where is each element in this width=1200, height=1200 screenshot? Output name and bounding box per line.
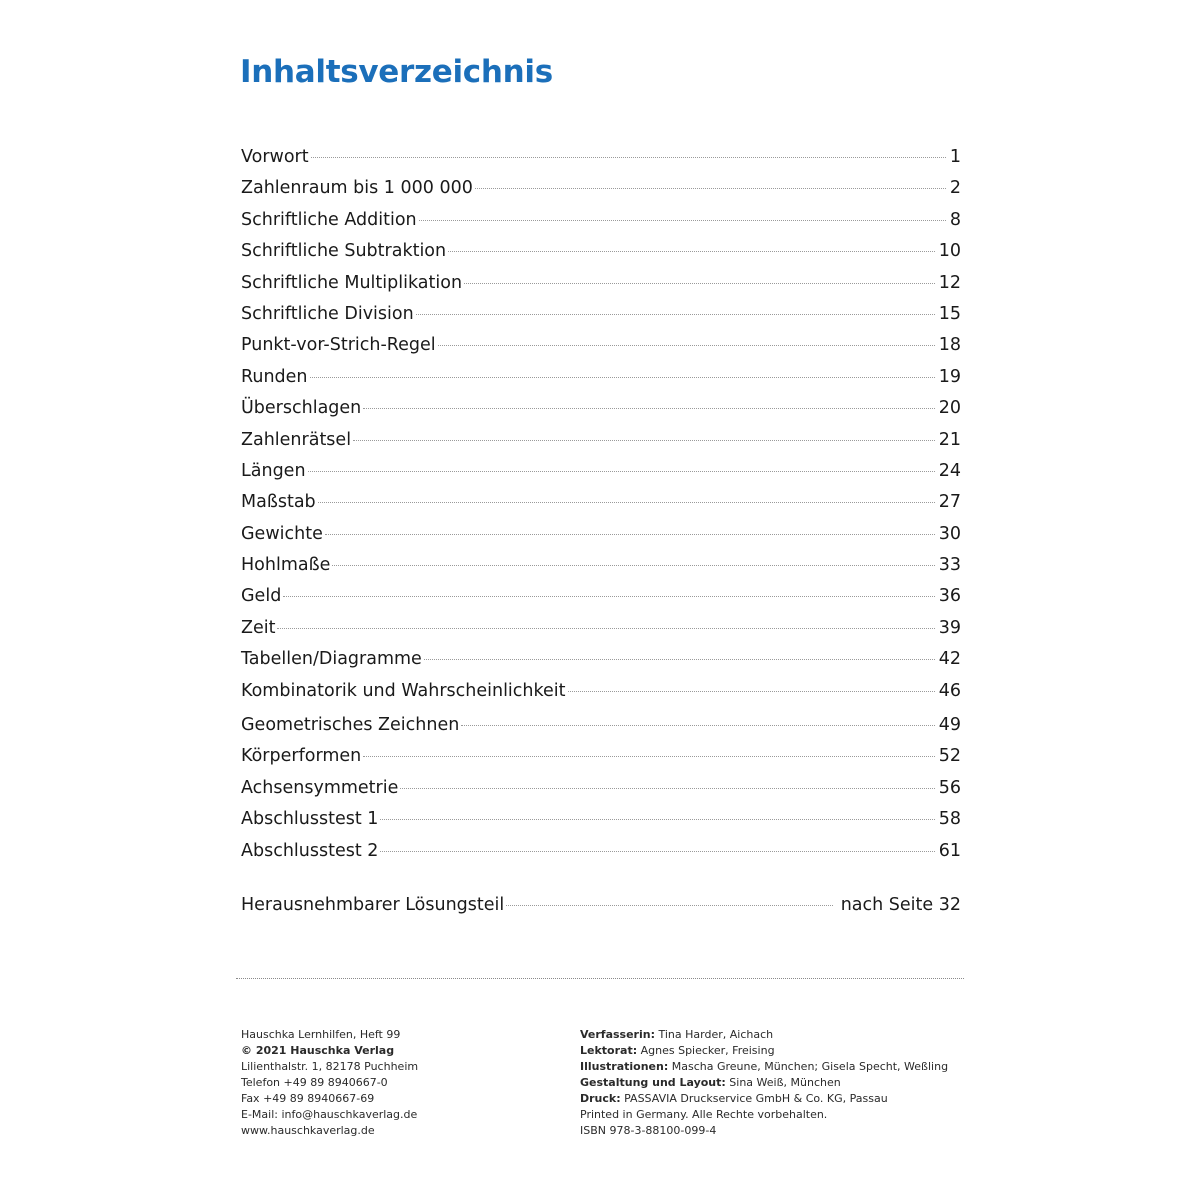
toc-page-number: 18 — [938, 335, 961, 356]
dot-leader — [475, 188, 946, 189]
imprint-line — [580, 1059, 980, 1075]
dot-leader — [380, 851, 934, 852]
toc-page-number: 49 — [938, 715, 961, 736]
toc-label: Schriftliche Addition — [241, 209, 417, 230]
toc-label: Körperformen — [241, 746, 362, 767]
imprint-value: Printed in Germany. Alle Rechte vorbehalten. — [580, 1108, 828, 1121]
toc-row — [241, 676, 961, 707]
table-of-contents — [241, 142, 961, 867]
toc-page-number: 39 — [938, 617, 961, 638]
toc-page-number: 24 — [938, 460, 961, 481]
toc-row — [241, 173, 961, 204]
toc-label: Punkt-vor-Strich-Regel — [241, 335, 436, 356]
imprint-line — [580, 1027, 980, 1043]
imprint-line: E-Mail: info@hauschkaverlag.de — [241, 1108, 418, 1121]
imprint-value: PASSAVIA Druckservice GmbH & Co. KG, Passau — [620, 1092, 888, 1105]
toc-page-number: 58 — [938, 809, 961, 830]
toc-page-number: 8 — [949, 209, 961, 230]
toc-row — [241, 236, 961, 267]
toc-label: Herausnehmbarer Lösungsteil — [241, 895, 505, 915]
toc-page-number: 33 — [938, 555, 961, 576]
toc-page-number: nach Seite 32 — [840, 895, 961, 915]
toc-label: Maßstab — [241, 492, 316, 513]
divider — [236, 978, 964, 979]
imprint-publisher — [241, 1027, 561, 1139]
toc-page-number: 1 — [949, 147, 961, 167]
page-title: Inhaltsverzeichnis — [240, 54, 553, 90]
toc-row — [241, 393, 961, 424]
toc-page-number: 15 — [938, 303, 961, 324]
toc-row — [241, 205, 961, 236]
dot-leader — [363, 756, 934, 757]
imprint-label: Druck: — [580, 1092, 621, 1105]
toc-label: Schriftliche Subtraktion — [241, 241, 447, 262]
toc-page-number: 20 — [938, 398, 961, 419]
toc-label: Vorwort — [241, 147, 309, 167]
toc-page-number: 21 — [938, 429, 961, 450]
dot-leader — [318, 502, 935, 503]
dot-leader — [568, 691, 935, 692]
imprint-line — [580, 1091, 980, 1107]
toc-label: Gewichte — [241, 523, 323, 544]
toc-page-number: 46 — [938, 680, 961, 701]
dot-leader — [380, 819, 934, 820]
toc-row — [241, 550, 961, 581]
toc-row — [241, 519, 961, 550]
dot-leader — [400, 788, 934, 789]
imprint-line — [580, 1123, 980, 1139]
toc-row — [241, 644, 961, 675]
toc-row — [241, 268, 961, 299]
dot-leader — [283, 596, 934, 597]
imprint-line: Fax +49 89 8940667-69 — [241, 1092, 375, 1105]
imprint-value: Tina Harder, Aichach — [655, 1028, 774, 1041]
imprint-line: Telefon +49 89 8940667-0 — [241, 1076, 388, 1089]
imprint-label: Verfasserin: — [580, 1028, 655, 1041]
dot-leader — [448, 251, 935, 252]
toc-row — [241, 836, 961, 867]
toc-row — [241, 142, 961, 173]
imprint-line — [580, 1107, 980, 1123]
imprint-line: Lilienthalstr. 1, 82178 Puchheim — [241, 1060, 419, 1073]
dot-leader — [464, 283, 935, 284]
dot-leader — [310, 377, 935, 378]
toc-label: Überschlagen — [241, 398, 362, 419]
toc-page-number: 61 — [938, 840, 961, 861]
dot-leader — [416, 314, 935, 315]
toc-page-number: 36 — [938, 586, 961, 607]
dot-leader — [424, 659, 935, 660]
imprint-value: Agnes Spiecker, Freising — [637, 1044, 775, 1057]
toc-row — [241, 804, 961, 835]
dot-leader — [363, 408, 934, 409]
toc-row — [241, 330, 961, 361]
toc-page-number: 10 — [938, 241, 961, 262]
toc-label: Abschlusstest 2 — [241, 840, 379, 861]
imprint-line — [580, 1075, 980, 1091]
toc-row — [241, 890, 961, 921]
imprint-line: © 2021 Hauschka Verlag — [241, 1044, 395, 1057]
dot-leader — [308, 471, 935, 472]
toc-page-number: 19 — [938, 366, 961, 387]
toc-label: Runden — [241, 366, 308, 387]
toc-row — [241, 456, 961, 487]
toc-label: Zahlenraum bis 1 000 000 — [241, 178, 473, 199]
imprint-value: ISBN 978-3-88100-099-4 — [580, 1124, 717, 1137]
toc-label: Hohlmaße — [241, 555, 331, 576]
imprint-line: www.hauschkaverlag.de — [241, 1124, 375, 1137]
solution-entry — [241, 890, 961, 921]
dot-leader — [311, 157, 946, 158]
dot-leader — [438, 345, 935, 346]
toc-row — [241, 581, 961, 612]
toc-page-number: 52 — [938, 746, 961, 767]
toc-label: Achsensymmetrie — [241, 777, 399, 798]
imprint-label: Illustrationen: — [580, 1060, 669, 1073]
toc-label: Tabellen/Diagramme — [241, 649, 422, 670]
imprint-credits — [580, 1027, 980, 1139]
toc-row — [241, 710, 961, 741]
toc-label: Geometrisches Zeichnen — [241, 715, 460, 736]
dot-leader — [506, 905, 832, 906]
toc-label: Abschlusstest 1 — [241, 809, 379, 830]
toc-row — [241, 613, 961, 644]
imprint-line — [580, 1043, 980, 1059]
imprint-value: Mascha Greune, München; Gisela Specht, Weßling — [668, 1060, 949, 1073]
toc-page-number: 27 — [938, 492, 961, 513]
toc-page-number: 56 — [938, 777, 961, 798]
toc-label: Schriftliche Multiplikation — [241, 272, 463, 293]
toc-label: Kombinatorik und Wahrscheinlichkeit — [241, 680, 566, 701]
dot-leader — [419, 220, 946, 221]
dot-leader — [277, 628, 934, 629]
dot-leader — [353, 440, 935, 441]
dot-leader — [332, 565, 934, 566]
dot-leader — [461, 725, 934, 726]
toc-label: Zeit — [241, 617, 276, 638]
toc-page-number: 30 — [938, 523, 961, 544]
imprint-label: Lektorat: — [580, 1044, 638, 1057]
imprint-value: Sina Weiß, München — [725, 1076, 841, 1089]
toc-label: Zahlenrätsel — [241, 429, 352, 450]
toc-row — [241, 299, 961, 330]
toc-row — [241, 487, 961, 518]
toc-label: Längen — [241, 460, 306, 481]
toc-row — [241, 425, 961, 456]
toc-row — [241, 741, 961, 772]
toc-row — [241, 773, 961, 804]
toc-page-number: 2 — [949, 178, 961, 199]
toc-label: Geld — [241, 586, 282, 607]
imprint-line: Hauschka Lernhilfen, Heft 99 — [241, 1028, 401, 1041]
toc-label: Schriftliche Division — [241, 303, 414, 324]
toc-row — [241, 362, 961, 393]
dot-leader — [325, 534, 935, 535]
imprint-label: Gestaltung und Layout: — [580, 1076, 726, 1089]
toc-page-number: 12 — [938, 272, 961, 293]
toc-page-number: 42 — [938, 649, 961, 670]
